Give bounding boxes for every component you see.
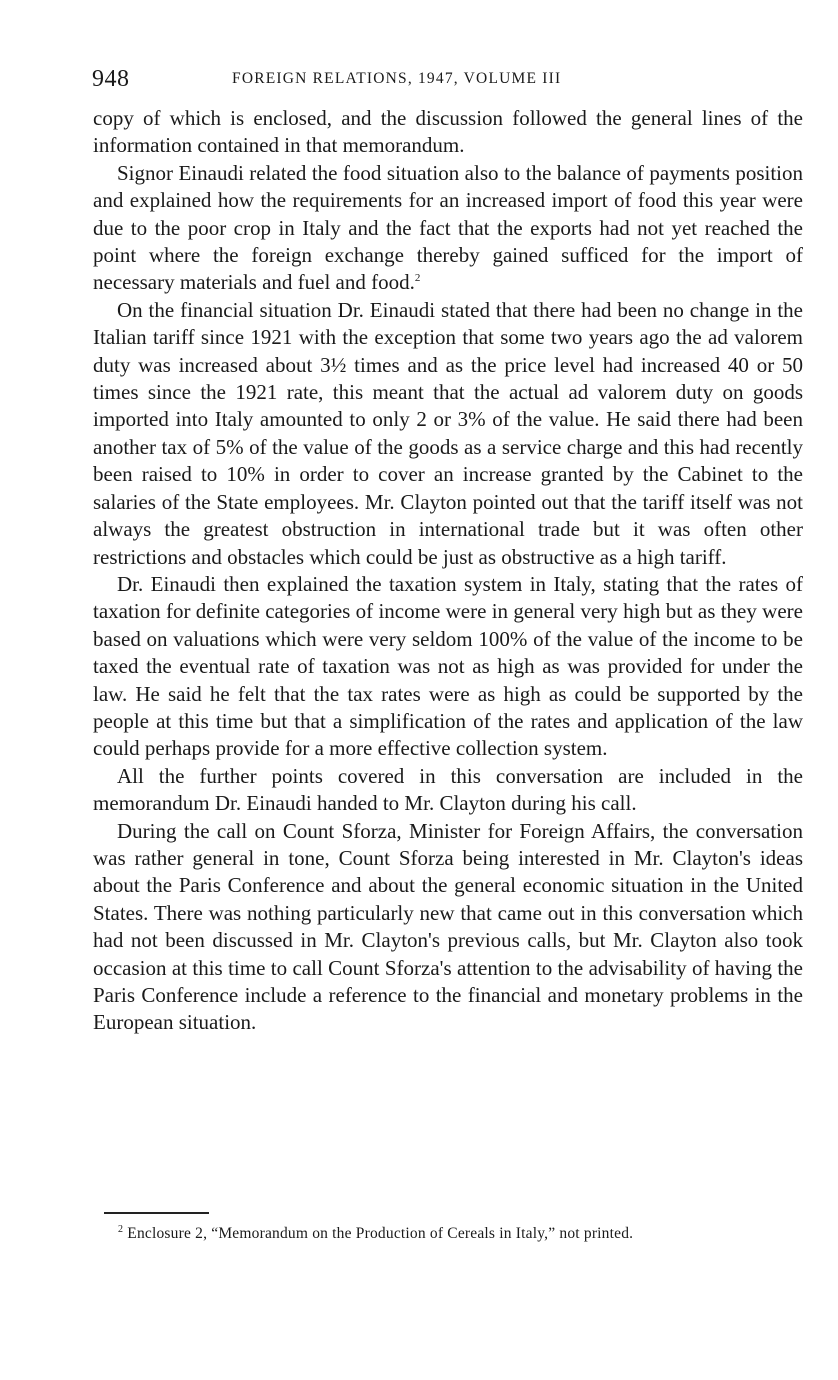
footnote-marker: 2: [118, 1223, 124, 1235]
paragraph-continuation: [93, 105, 803, 160]
paragraph-text: Dr. Einaudi then explained the taxation system in Italy, stating that the rates of taxation for definite categories of income were in general very high but as they were based on valuations which were very seldom 100% of the value of the income to be taxed the eventual rate of taxation was not as high as was provided for under the law. He said he felt that the tax rates were as high as could be supported by the people at this time but that a simplification of the rates and application of the law could perhaps provide for a more effective collection system.: [93, 571, 803, 761]
page-number: 948: [92, 66, 130, 92]
body-text: [93, 105, 803, 1037]
paragraph-text: During the call on Count Sforza, Minister for Foreign Affairs, the conversation was rather general in tone, Count Sforza being interested in Mr. Clayton's ideas about the Paris Conference and about the general economic situation in the United States. There was nothing particularly new that came out in this conversation which had not been discussed in Mr. Clayton's previous calls, but Mr. Clayton also took occasion at this time to call Count Sforza's attention to the advisability of having the Paris Conference include a reference to the financial and monetary problems in the European situation.: [93, 818, 803, 1035]
paragraph-text: copy of which is enclosed, and the discussion followed the general lines of the information contained in that memorandum.: [93, 106, 803, 158]
paragraph-financial-situation: [93, 297, 803, 571]
footnote-text: Enclosure 2, “Memorandum on the Production of Cereals in Italy,” not printed.: [127, 1225, 634, 1242]
paragraph-count-sforza: [93, 818, 803, 1037]
paragraph-further-points: [93, 763, 803, 818]
paragraph-text: On the financial situation Dr. Einaudi stated that there had been no change in the Italian tariff since 1921 with the exception that some two years ago the ad valorem duty was increased about 3½ times and as the price level had increased 40 or 50 times since the 1921 rate, this meant that the actual ad valorem duty on goods imported into Italy amounted to only 2 or 3% of the value. He said there had been another tax of 5% of the value of the goods as a service charge and this had recently been raised to 10% in order to cover an increase granted by the Cabinet to the salaries of the State employees. Mr. Clayton pointed out that the tariff itself was not always the greatest obstruction in international trade but it was often other restrictions and obstacles which could be just as obstructive as a high tariff.: [93, 297, 803, 569]
footnote: [118, 1223, 808, 1245]
paragraph-taxation-system: [93, 571, 803, 763]
paragraph-text: All the further points covered in this conversation are included in the memorandum Dr. Einaudi handed to Mr. Clayton during his call.: [93, 763, 803, 816]
paragraph-food-situation: [93, 160, 803, 297]
footnote-reference: 2: [414, 272, 421, 285]
footnote-divider: [104, 1212, 209, 1214]
running-title: FOREIGN RELATIONS, 1947, VOLUME III: [232, 70, 562, 87]
paragraph-text: Signor Einaudi related the food situation also to the balance of payments position and explained how the requirements for an increased import of food this year were due to the poor crop in Italy and the fact that the exports had not yet reached the point where the foreign exchange thereby gained sufficed for the import of necessary materials and fuel and food.: [93, 160, 803, 295]
running-head: [92, 64, 804, 94]
